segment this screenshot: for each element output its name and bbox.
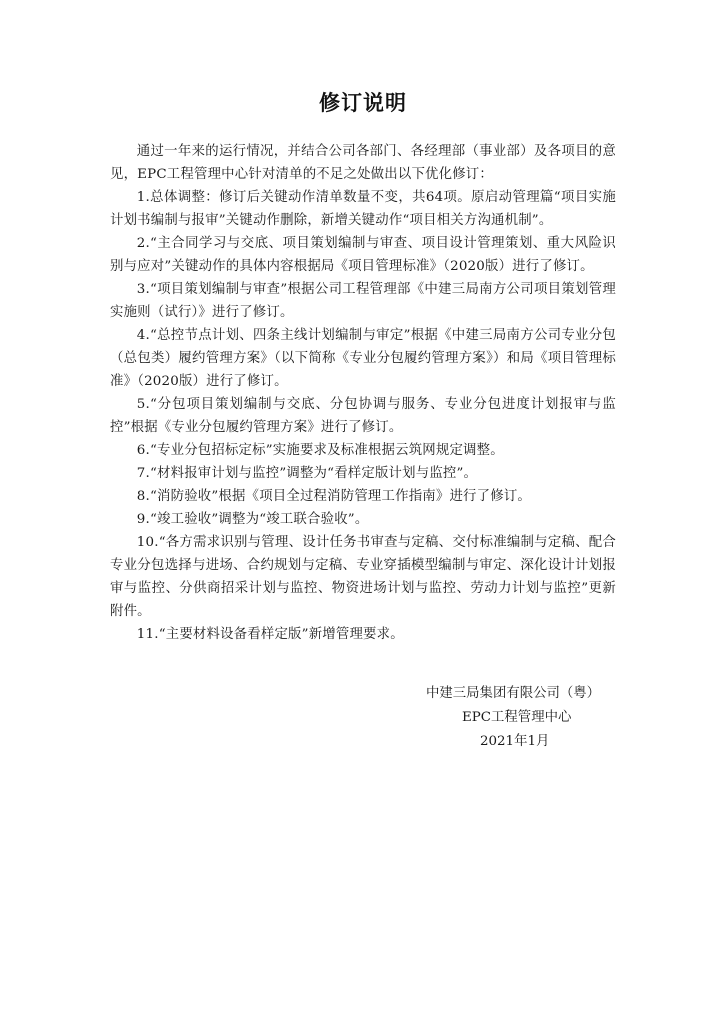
revision-item-8: 8.“消防验收”根据《项目全过程消防管理工作指南》进行了修订。 — [136, 489, 532, 504]
revision-item-11: 11.“主要材料设备看样定版”新增管理要求。 — [136, 627, 404, 642]
revision-item-2: 2.“主合同学习与交底、项目策划编制与审查、项目设计管理策划、重大风险识别与应对”关键动作的具体内容根据局《项目管理标准》（2020版）进行了修订。 — [110, 236, 616, 274]
revision-item-4: 4.“总控节点计划、四条主线计划编制与审定”根据《中建三局南方公司专业分包（总包类）履约管理方案》（以下简称《专业分包履约管理方案》）和局《项目管理标准》（2020版）进行了修订。 — [110, 328, 616, 389]
document-body — [110, 88, 616, 646]
revision-item-10: 10.“各方需求识别与管理、设计任务书审查与定稿、交付标准编制与定稿、配合专业分包选择与进场、合约规划与定稿、专业穿插模型编制与审定、深化设计计划报审与监控、分供商招采计划与监控、物资进场计划与监控、劳动力计划与监控”更新附件。 — [110, 535, 616, 619]
signature-department: EPC工程管理中心 — [462, 710, 572, 725]
signature-block — [110, 682, 616, 754]
signature-date: 2021年1月 — [480, 734, 550, 749]
revision-item-1: 1.总体调整：修订后关键动作清单数量不变，共64项。原启动管理篇“项目实施计划书编制与报审”关键动作删除，新增关键动作“项目相关方沟通机制”。 — [110, 190, 616, 228]
signature-organization: 中建三局集团有限公司（粤） — [426, 686, 601, 701]
revision-item-5: 5.“分包项目策划编制与交底、分包协调与服务、专业分包进度计划报审与监控”根据《专业分包履约管理方案》进行了修订。 — [110, 397, 616, 435]
revision-item-3: 3.“项目策划编制与审查”根据公司工程管理部《中建三局南方公司项目策划管理实施则（试行）》进行了修订。 — [110, 282, 616, 320]
revision-item-7: 7.“材料报审计划与监控”调整为“看样定版计划与监控”。 — [136, 466, 478, 481]
intro-paragraph: 通过一年来的运行情况，并结合公司各部门、各经理部（事业部）及各项目的意见，EPC工程管理中心针对清单的不足之处做出以下优化修订： — [110, 144, 616, 182]
revision-item-6: 6.“专业分包招标定标”实施要求及标准根据云筑网规定调整。 — [136, 443, 504, 458]
document-title: 修订说明 — [319, 91, 407, 115]
revision-item-9: 9.“竣工验收”调整为“竣工联合验收”。 — [136, 512, 369, 527]
